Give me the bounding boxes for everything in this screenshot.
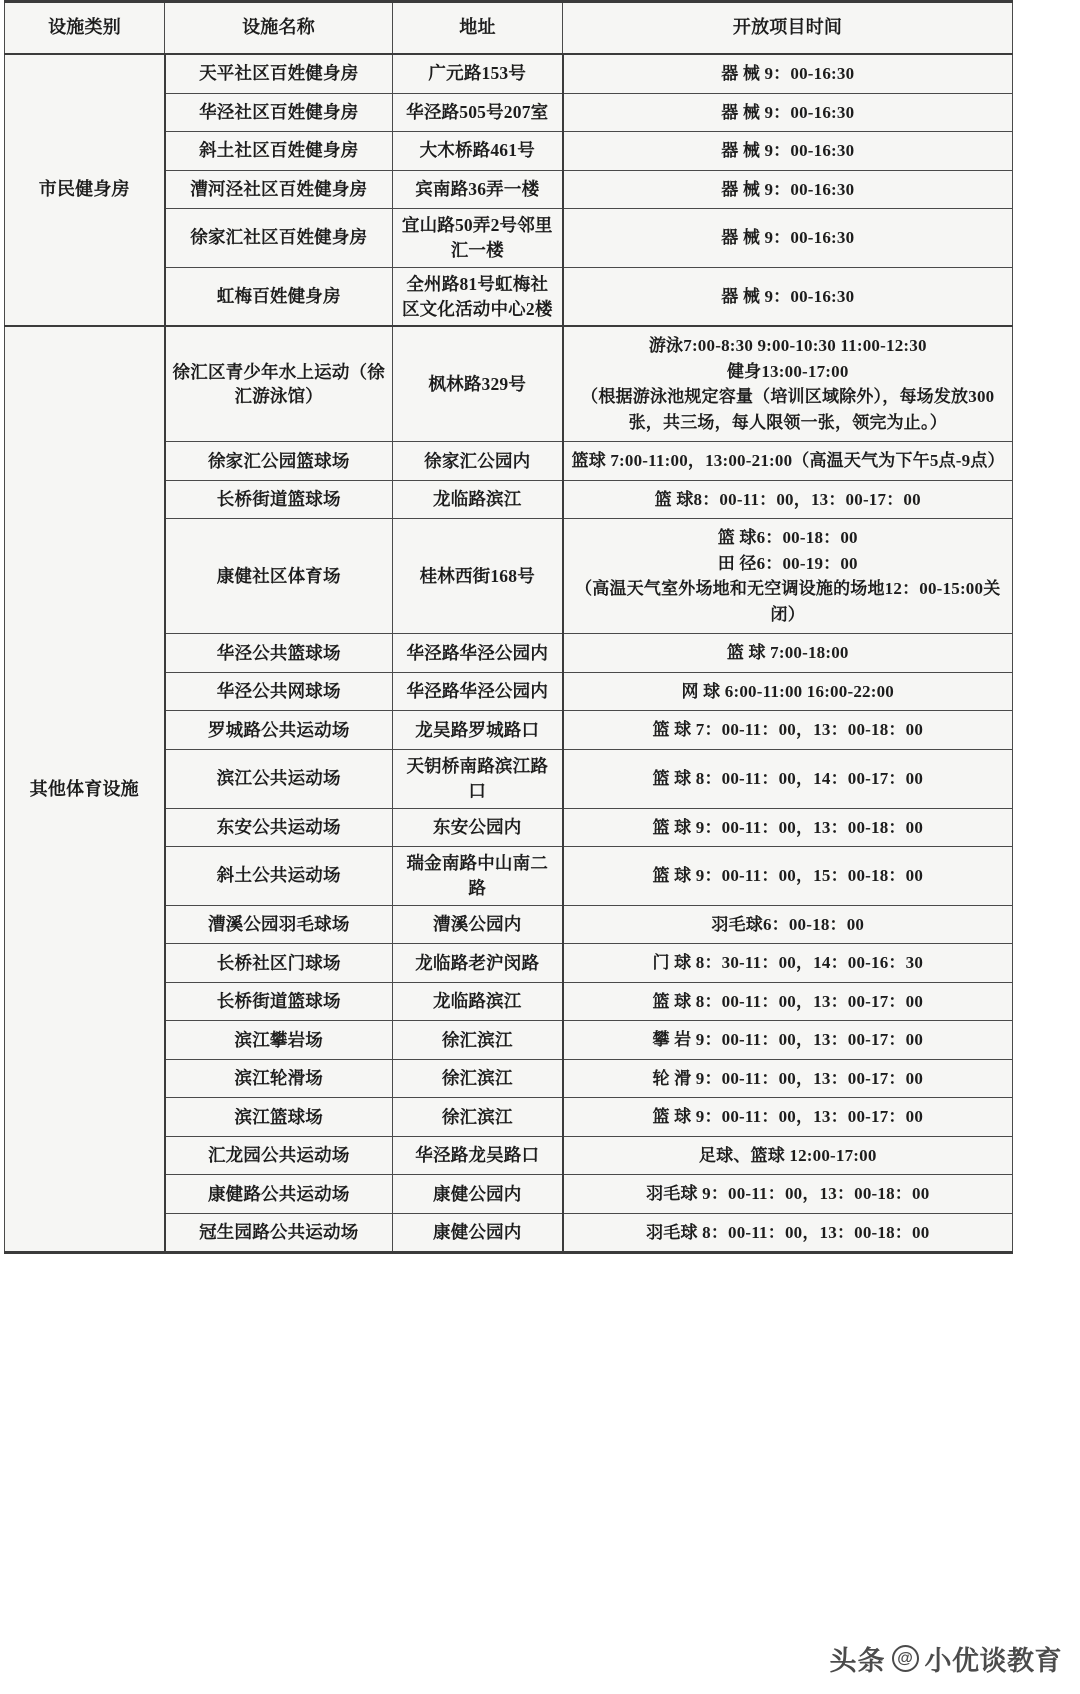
table-header-row — [5, 2, 1013, 55]
facility-name-cell: 虹梅百姓健身房 — [165, 267, 393, 326]
facility-open-time-cell — [563, 634, 1013, 673]
open-time-line: 篮球 7:00-11:00，13:00-21:00（高温天气为下午5点-9点） — [571, 451, 1005, 471]
facility-category-cell: 其他体育设施 — [5, 326, 165, 1252]
facility-open-time-cell — [563, 847, 1013, 906]
facility-name-cell: 徐家汇公园篮球场 — [165, 442, 393, 481]
open-time-line: 羽毛球 8：00-11：00，13：00-18：00 — [646, 1222, 930, 1242]
open-time-line: 羽毛球6：00-18：00 — [711, 914, 865, 934]
facility-category-cell: 市民健身房 — [5, 54, 165, 326]
table-body — [5, 54, 1013, 1253]
open-time-line: 轮 滑 9：00-11：00，13：00-17：00 — [652, 1068, 924, 1088]
facility-name-cell: 漕河泾社区百姓健身房 — [165, 170, 393, 209]
facility-name-cell: 康健社区体育场 — [165, 519, 393, 634]
table-row — [5, 54, 1013, 93]
facility-name-cell: 罗城路公共运动场 — [165, 711, 393, 750]
facility-address-cell: 宜山路50弄2号邻里汇一楼 — [393, 209, 563, 268]
facility-address-cell: 华泾路龙吴路口 — [393, 1136, 563, 1175]
facility-address-cell: 龙吴路罗城路口 — [393, 711, 563, 750]
facility-open-time-cell — [563, 944, 1013, 983]
open-time-line: （根据游泳池规定容量（培训区域除外），每场发放300张，共三场，每人限领一张，领完为止。） — [581, 387, 995, 432]
facility-open-time-cell — [563, 905, 1013, 944]
open-time-line: 足球、篮球 12:00-17:00 — [698, 1145, 877, 1165]
facility-name-cell: 东安公共运动场 — [165, 808, 393, 847]
facility-address-cell: 天钥桥南路滨江路口 — [393, 749, 563, 808]
facility-open-time-cell — [563, 480, 1013, 519]
open-time-line: 门 球 8：30-11：00，14：00-16：30 — [652, 953, 924, 973]
facility-name-cell: 华泾社区百姓健身房 — [165, 93, 393, 132]
facility-address-cell: 全州路81号虹梅社区文化活动中心2楼 — [393, 267, 563, 326]
facility-name-cell: 徐家汇社区百姓健身房 — [165, 209, 393, 268]
facility-open-time-cell — [563, 1175, 1013, 1214]
facility-name-cell: 滨江轮滑场 — [165, 1059, 393, 1098]
facility-open-time-cell — [563, 442, 1013, 481]
open-time-line: 篮 球 8：00-11：00，13：00-17：00 — [652, 991, 924, 1011]
facility-address-cell: 徐家汇公园内 — [393, 442, 563, 481]
open-time-line: 网 球 6:00-11:00 16:00-22:00 — [681, 681, 894, 701]
facility-open-time-cell — [563, 209, 1013, 268]
facility-address-cell: 徐汇滨江 — [393, 1098, 563, 1137]
facility-name-cell: 华泾公共篮球场 — [165, 634, 393, 673]
facility-address-cell: 瑞金南路中山南二路 — [393, 847, 563, 906]
facility-address-cell: 枫林路329号 — [393, 326, 563, 442]
column-header-name: 设施名称 — [165, 2, 393, 55]
facility-address-cell: 华泾路505号207室 — [393, 93, 563, 132]
facility-open-time-cell — [563, 132, 1013, 171]
facility-name-cell: 滨江攀岩场 — [165, 1021, 393, 1060]
facility-schedule-table — [4, 0, 1013, 1254]
facility-open-time-cell — [563, 672, 1013, 711]
open-time-line: 器 械 9：00-16:30 — [721, 102, 855, 122]
facility-address-cell: 大木桥路461号 — [393, 132, 563, 171]
facility-open-time-cell — [563, 1059, 1013, 1098]
open-time-line: 篮 球 7:00-18:00 — [726, 643, 849, 663]
facility-name-cell: 冠生园路公共运动场 — [165, 1213, 393, 1253]
facility-name-cell: 康健路公共运动场 — [165, 1175, 393, 1214]
open-time-line: 篮 球8：00-11：00，13：00-17：00 — [654, 489, 921, 509]
facility-name-cell: 滨江公共运动场 — [165, 749, 393, 808]
facility-open-time-cell — [563, 93, 1013, 132]
facility-open-time-cell — [563, 749, 1013, 808]
facility-address-cell: 龙临路滨江 — [393, 982, 563, 1021]
facility-open-time-cell — [563, 54, 1013, 93]
facility-open-time-cell — [563, 711, 1013, 750]
table-header — [5, 2, 1013, 55]
open-time-line: 器 械 9：00-16:30 — [721, 228, 855, 248]
open-time-line: 篮 球 9：00-11：00，13：00-18：00 — [652, 817, 924, 837]
open-time-line: 器 械 9：00-16:30 — [721, 141, 855, 160]
facility-name-cell: 天平社区百姓健身房 — [165, 54, 393, 93]
facility-open-time-cell — [563, 267, 1013, 326]
facility-address-cell: 东安公园内 — [393, 808, 563, 847]
open-time-line: 器 械 9：00-16:30 — [721, 64, 855, 83]
open-time-line: 篮 球 8：00-11：00，14：00-17：00 — [652, 768, 924, 788]
facility-address-cell: 漕溪公园内 — [393, 905, 563, 944]
open-time-line: 攀 岩 9：00-11：00，13：00-17：00 — [652, 1030, 924, 1050]
open-time-line: 游泳7:00-8:30 9:00-10:30 11:00-12:30 — [648, 336, 927, 356]
facility-name-cell: 长桥社区门球场 — [165, 944, 393, 983]
facility-open-time-cell — [563, 326, 1013, 442]
open-time-line: 羽毛球 9：00-11：00，13：00-18：00 — [646, 1184, 930, 1204]
watermark — [830, 1639, 1063, 1678]
facility-open-time-cell — [563, 808, 1013, 847]
facility-open-time-cell — [563, 982, 1013, 1021]
facility-open-time-cell — [563, 1098, 1013, 1137]
open-time-line: 篮 球 9：00-11：00，15：00-18：00 — [652, 866, 924, 886]
at-icon: @ — [892, 1645, 919, 1672]
facility-name-cell: 徐汇区青少年水上运动（徐汇游泳馆） — [165, 326, 393, 442]
facility-address-cell: 华泾路华泾公园内 — [393, 634, 563, 673]
open-time-line: 田 径6：00-19：00 — [717, 553, 858, 573]
facility-open-time-cell — [563, 170, 1013, 209]
facility-address-cell: 康健公园内 — [393, 1175, 563, 1214]
facility-address-cell: 桂林西街168号 — [393, 519, 563, 634]
facility-address-cell: 康健公园内 — [393, 1213, 563, 1253]
facility-open-time-cell — [563, 1213, 1013, 1253]
facility-address-cell: 龙临路滨江 — [393, 480, 563, 519]
facility-address-cell: 华泾路华泾公园内 — [393, 672, 563, 711]
facility-name-cell: 斜土公共运动场 — [165, 847, 393, 906]
table-row — [5, 326, 1013, 442]
watermark-brand: 头条 — [829, 1646, 886, 1676]
watermark-username: 小优谈教育 — [924, 1646, 1062, 1676]
facility-address-cell: 龙临路老沪闵路 — [393, 944, 563, 983]
open-time-line: 篮 球 9：00-11：00，13：00-17：00 — [652, 1107, 924, 1127]
column-header-address: 地址 — [393, 2, 563, 55]
facility-name-cell: 华泾公共网球场 — [165, 672, 393, 711]
facility-name-cell: 长桥街道篮球场 — [165, 982, 393, 1021]
column-header-open-time: 开放项目时间 — [563, 2, 1013, 55]
facility-name-cell: 长桥街道篮球场 — [165, 480, 393, 519]
open-time-line: 篮 球 7：00-11：00，13：00-18：00 — [652, 720, 924, 740]
open-time-line: 器 械 9：00-16:30 — [721, 179, 855, 199]
open-time-line: 篮 球6：00-18：00 — [717, 528, 858, 548]
facility-open-time-cell — [563, 1021, 1013, 1060]
facility-name-cell: 斜土社区百姓健身房 — [165, 132, 393, 171]
open-time-line: 健身13:00-17:00 — [726, 361, 849, 381]
facility-address-cell: 徐汇滨江 — [393, 1021, 563, 1060]
facility-name-cell: 汇龙园公共运动场 — [165, 1136, 393, 1175]
facility-address-cell: 广元路153号 — [393, 54, 563, 93]
facility-name-cell: 漕溪公园羽毛球场 — [165, 905, 393, 944]
facility-address-cell: 宾南路36弄一楼 — [393, 170, 563, 209]
facility-address-cell: 徐汇滨江 — [393, 1059, 563, 1098]
facility-open-time-cell — [563, 1136, 1013, 1175]
open-time-line: （高温天气室外场地和无空调设施的场地12：00-15:00关闭） — [575, 579, 1001, 624]
open-time-line: 器 械 9：00-16:30 — [721, 286, 855, 306]
facility-open-time-cell — [563, 519, 1013, 634]
column-header-category: 设施类别 — [5, 2, 165, 55]
facility-name-cell: 滨江篮球场 — [165, 1098, 393, 1137]
